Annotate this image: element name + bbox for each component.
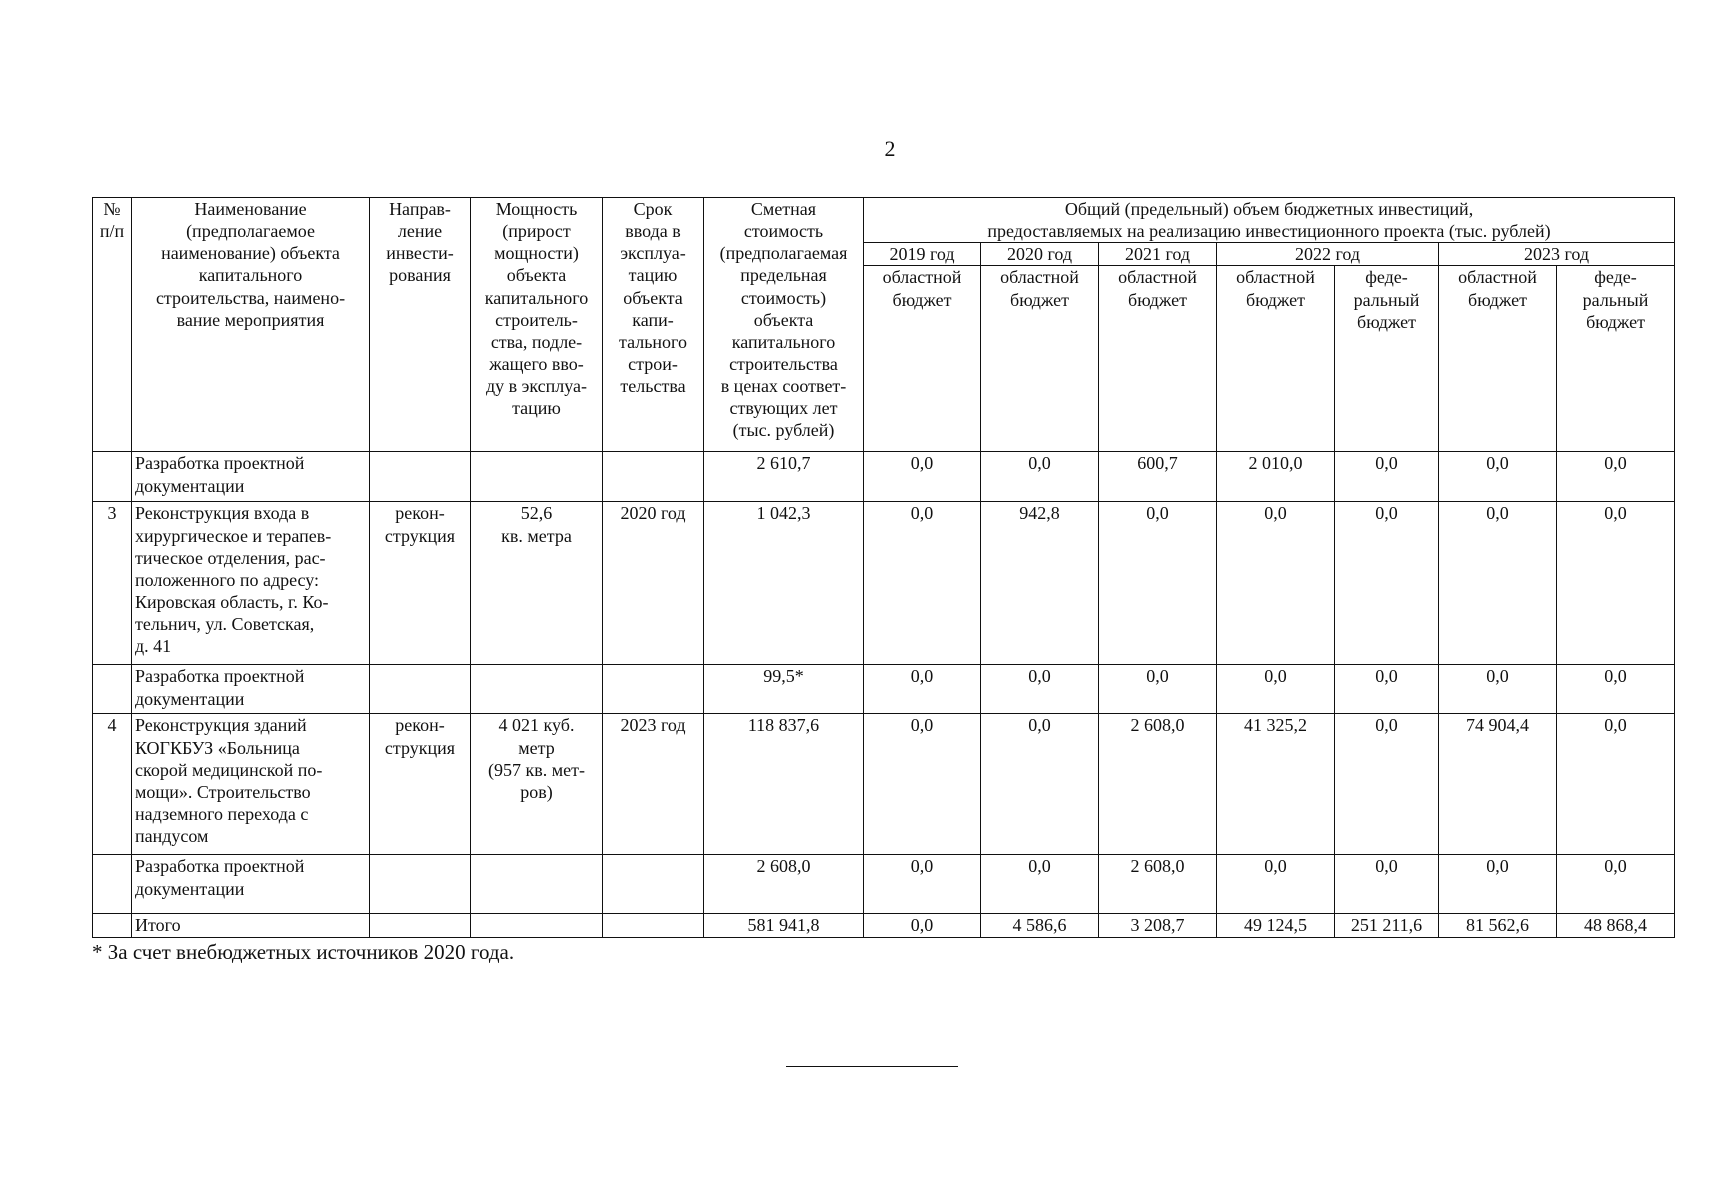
cell-2023-regional: 0,0: [1439, 502, 1557, 665]
cell-num: [93, 855, 132, 914]
header-year-2023: 2023 год: [1439, 243, 1675, 266]
cell-2023-regional: 74 904,4: [1439, 714, 1557, 855]
cell-capacity: [471, 665, 603, 714]
cell-2022-federal: 0,0: [1335, 502, 1439, 665]
cell-term: [603, 452, 704, 502]
cell-term: 2020 год: [603, 502, 704, 665]
cell-term: 2023 год: [603, 714, 704, 855]
cell-2022-federal: 251 211,6: [1335, 914, 1439, 938]
cell-name: Разработка проектной документации: [132, 665, 370, 714]
cell-2022-regional: 0,0: [1217, 855, 1335, 914]
cell-2022-regional: 0,0: [1217, 665, 1335, 714]
header-capacity: Мощность (прирост мощности) объекта капитального строитель- ства, подле- жащего вво- ду в эксплуа- тацию: [471, 198, 603, 452]
cell-cost: 99,5*: [704, 665, 864, 714]
cell-2019-regional: 0,0: [864, 665, 981, 714]
cell-2023-regional: 0,0: [1439, 855, 1557, 914]
header-row-1: [93, 198, 1675, 243]
header-year-2019: 2019 год: [864, 243, 981, 266]
cell-2021-regional: 2 608,0: [1099, 714, 1217, 855]
cell-num: [93, 665, 132, 714]
cell-2022-federal: 0,0: [1335, 714, 1439, 855]
cell-capacity: [471, 914, 603, 938]
cell-2022-federal: 0,0: [1335, 665, 1439, 714]
cell-2022-regional: 0,0: [1217, 502, 1335, 665]
table-row: [93, 665, 1675, 714]
cell-2022-regional: 2 010,0: [1217, 452, 1335, 502]
cell-term: [603, 914, 704, 938]
investment-table: [92, 197, 1675, 938]
footnote: * За счет внебюджетных источников 2020 года.: [92, 940, 515, 964]
header-year-2022: 2022 год: [1217, 243, 1439, 266]
cell-capacity: [471, 452, 603, 502]
table-row: [93, 714, 1675, 855]
cell-capacity: [471, 855, 603, 914]
header-total-investment: Общий (предельный) объем бюджетных инвестиций, предоставляемых на реализацию инвестиционного проекта (тыс. рублей): [864, 198, 1675, 243]
cell-cost: 2 608,0: [704, 855, 864, 914]
cell-direction: [370, 914, 471, 938]
cell-2023-federal: 0,0: [1557, 714, 1675, 855]
cell-2022-federal: 0,0: [1335, 855, 1439, 914]
cell-name: Разработка проектной документации: [132, 452, 370, 502]
header-budget-2019-regional: областной бюджет: [864, 266, 981, 452]
cell-name: Реконструкция зданий КОГКБУЗ «Больница скорой медицинской по- мощи». Строительство надземного перехода с пандусом: [132, 714, 370, 855]
cell-direction: [370, 855, 471, 914]
cell-2021-regional: 600,7: [1099, 452, 1217, 502]
cell-name: Реконструкция входа в хирургическое и терапев- тическое отделения, рас- положенного по адресу: Кировская область, г. Ко- тельнич, ул. Советская, д. 41: [132, 502, 370, 665]
cell-capacity: 4 021 куб. метр (957 кв. мет- ров): [471, 714, 603, 855]
header-budget-2022-regional: областной бюджет: [1217, 266, 1335, 452]
cell-2020-regional: 0,0: [981, 714, 1099, 855]
header-name: Наименование (предполагаемое наименование) объекта капитального строительства, наимено- вание мероприятия: [132, 198, 370, 452]
cell-2023-regional: 0,0: [1439, 452, 1557, 502]
cell-2022-regional: 49 124,5: [1217, 914, 1335, 938]
table-row: [93, 452, 1675, 502]
header-budget-2020-regional: областной бюджет: [981, 266, 1099, 452]
cell-direction: рекон- струкция: [370, 502, 471, 665]
cell-2019-regional: 0,0: [864, 502, 981, 665]
cell-2019-regional: 0,0: [864, 714, 981, 855]
cell-2020-regional: 0,0: [981, 452, 1099, 502]
cell-2021-regional: 0,0: [1099, 665, 1217, 714]
header-year-2020: 2020 год: [981, 243, 1099, 266]
cell-2022-federal: 0,0: [1335, 452, 1439, 502]
cell-name: Разработка проектной документации: [132, 855, 370, 914]
cell-2021-regional: 0,0: [1099, 502, 1217, 665]
header-budget-2021-regional: областной бюджет: [1099, 266, 1217, 452]
cell-2021-regional: 2 608,0: [1099, 855, 1217, 914]
header-year-2021: 2021 год: [1099, 243, 1217, 266]
header-num: № п/п: [93, 198, 132, 452]
cell-2023-federal: 0,0: [1557, 452, 1675, 502]
cell-direction: [370, 452, 471, 502]
cell-2021-regional: 3 208,7: [1099, 914, 1217, 938]
header-budget-2023-federal: феде- ральный бюджет: [1557, 266, 1675, 452]
cell-2019-regional: 0,0: [864, 855, 981, 914]
header-budget-2022-federal: феде- ральный бюджет: [1335, 266, 1439, 452]
cell-2022-regional: 41 325,2: [1217, 714, 1335, 855]
cell-2023-regional: 81 562,6: [1439, 914, 1557, 938]
cell-2020-regional: 942,8: [981, 502, 1099, 665]
cell-2023-regional: 0,0: [1439, 665, 1557, 714]
cell-num: [93, 452, 132, 502]
cell-2023-federal: 0,0: [1557, 665, 1675, 714]
cell-term: [603, 855, 704, 914]
cell-num: 3: [93, 502, 132, 665]
cell-num: [93, 914, 132, 938]
cell-term: [603, 665, 704, 714]
cell-2020-regional: 0,0: [981, 665, 1099, 714]
cell-direction: рекон- струкция: [370, 714, 471, 855]
cell-2023-federal: 48 868,4: [1557, 914, 1675, 938]
cell-direction: [370, 665, 471, 714]
end-divider: [786, 1066, 958, 1067]
header-term: Срок ввода в эксплуа- тацию объекта капи- тального строи- тельства: [603, 198, 704, 452]
cell-2023-federal: 0,0: [1557, 855, 1675, 914]
cell-cost: 1 042,3: [704, 502, 864, 665]
cell-num: 4: [93, 714, 132, 855]
header-cost: Сметная стоимость (предполагаемая предельная стоимость) объекта капитального строительства в ценах соответ- ствующих лет (тыс. рублей): [704, 198, 864, 452]
cell-2019-regional: 0,0: [864, 452, 981, 502]
cell-2020-regional: 0,0: [981, 855, 1099, 914]
table-row: [93, 855, 1675, 914]
page-number: 2: [884, 136, 896, 161]
table-row-total: [93, 914, 1675, 938]
cell-2020-regional: 4 586,6: [981, 914, 1099, 938]
cell-cost: 118 837,6: [704, 714, 864, 855]
table-row: [93, 502, 1675, 665]
cell-cost: 2 610,7: [704, 452, 864, 502]
cell-name: Итого: [132, 914, 370, 938]
header-budget-2023-regional: областной бюджет: [1439, 266, 1557, 452]
header-direction: Направ- ление инвести- рования: [370, 198, 471, 452]
cell-cost: 581 941,8: [704, 914, 864, 938]
cell-2023-federal: 0,0: [1557, 502, 1675, 665]
cell-2019-regional: 0,0: [864, 914, 981, 938]
cell-capacity: 52,6 кв. метра: [471, 502, 603, 665]
